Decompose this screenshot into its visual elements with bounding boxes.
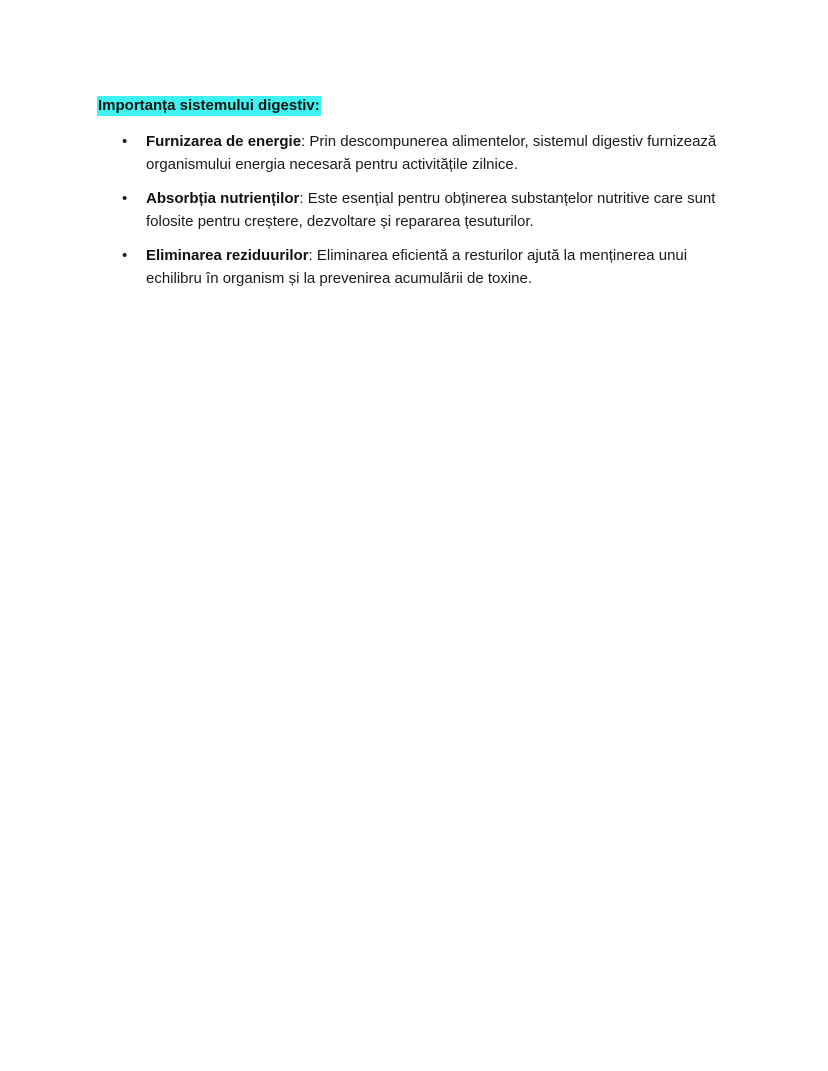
section-heading: Importanța sistemului digestiv: xyxy=(98,97,320,114)
list-item-term: Eliminarea reziduurilor xyxy=(146,247,309,264)
bullet-icon: • xyxy=(122,190,128,207)
list-item xyxy=(97,130,737,176)
list-item-text: Este esențial pentru obținerea substanțelor nutritive care sunt folosite pentru creștere, dezvoltare și repararea țesuturilor. xyxy=(146,190,716,230)
list-item-separator: : xyxy=(301,133,310,150)
list-item-term: Furnizarea de energie xyxy=(146,133,302,150)
list-item-text: Prin descompunerea alimentelor, sistemul digestiv furnizează organismului energia necesară pentru activitățile zilnice. xyxy=(146,133,717,173)
list-item-separator: : xyxy=(308,247,317,264)
bullet-icon: • xyxy=(122,133,128,150)
list-item-term: Absorbția nutrienților xyxy=(146,190,300,207)
list-item-text: Eliminarea eficientă a resturilor ajută la menținerea unui echilibru în organism și la prevenirea acumulării de toxine. xyxy=(146,247,688,287)
list-item xyxy=(97,187,737,233)
bullet-list xyxy=(97,130,737,301)
list-item xyxy=(97,244,737,290)
list-item-separator: : xyxy=(299,190,308,207)
heading-container xyxy=(97,96,321,116)
bullet-icon: • xyxy=(122,247,128,264)
